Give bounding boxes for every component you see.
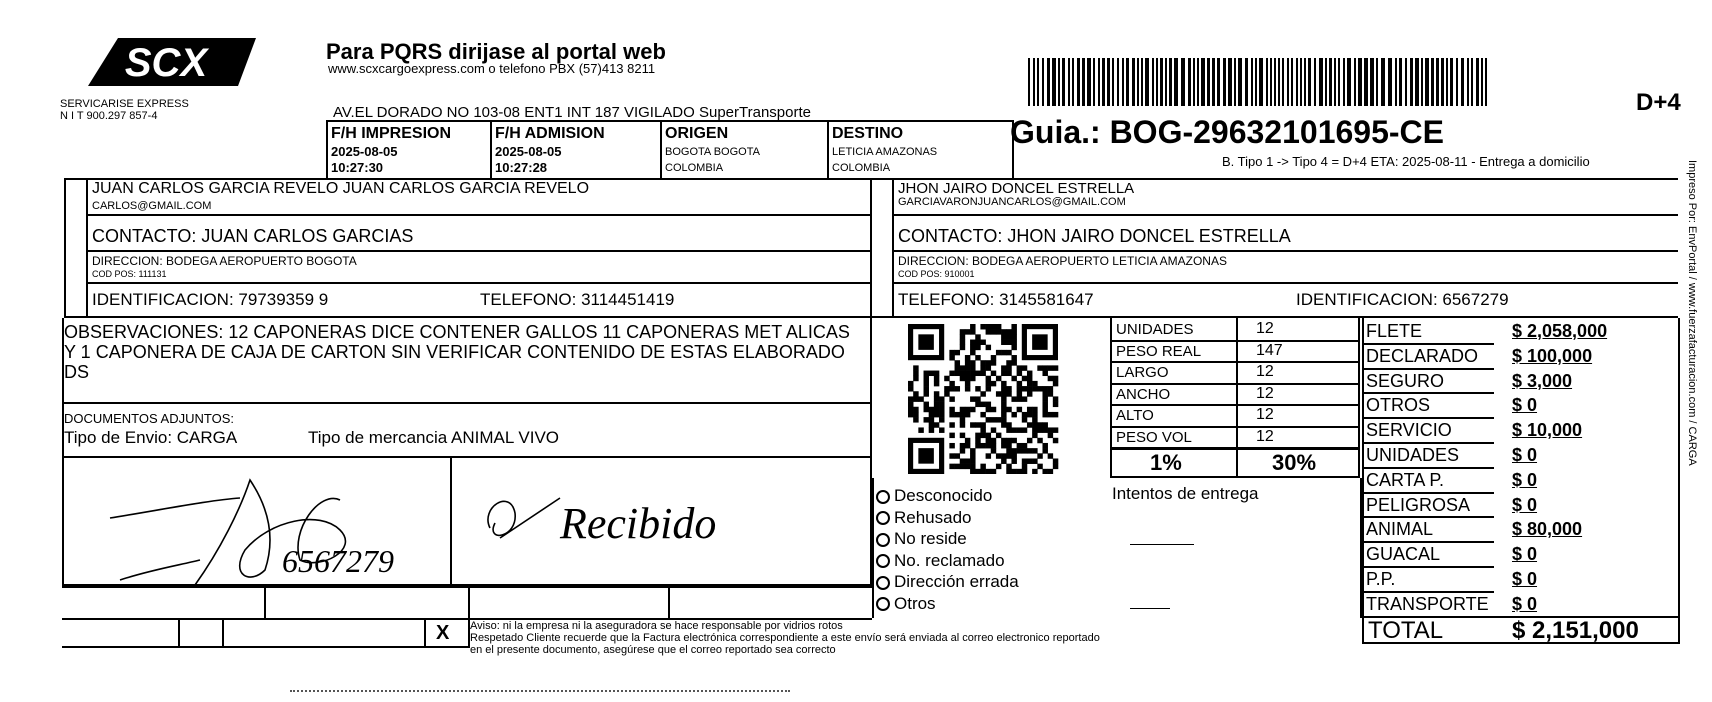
sender-postal: COD POS: 111131 <box>92 269 167 279</box>
documents-label: DOCUMENTOS ADJUNTOS: <box>64 411 234 426</box>
billing-label: FLETE <box>1366 321 1423 341</box>
origen-label: ORIGEN <box>665 125 729 142</box>
status-option[interactable] <box>876 594 936 614</box>
billing-label: GUACAL <box>1366 544 1441 565</box>
percent-right: 30% <box>1272 450 1317 475</box>
billing-value: $ 0 <box>1512 445 1538 465</box>
sender-address: DIRECCION: BODEGA AEROPUERTO BOGOTA <box>92 254 357 268</box>
measure-value: 12 <box>1256 384 1274 402</box>
billing-label: ANIMAL <box>1366 519 1434 540</box>
destino-country: COLOMBIA <box>832 162 891 174</box>
guide-number: Guia.: BOG-29632101695-CE <box>1010 114 1444 150</box>
measure-value: 12 <box>1256 406 1274 423</box>
barcode <box>1028 58 1488 106</box>
billing-value: $ 80,000 <box>1512 519 1583 540</box>
recipient-postal: COD POS: 910001 <box>898 269 975 279</box>
billing-value: $ 10,000 <box>1512 420 1583 441</box>
status-option[interactable] <box>876 551 1005 571</box>
radio-icon[interactable] <box>876 597 890 611</box>
billing-label: DECLARADO <box>1366 345 1479 366</box>
impresion-date: 2025-08-05 <box>331 144 398 159</box>
billing-label: P.P. <box>1366 569 1396 589</box>
sender-contact: CONTACTO: JUAN CARLOS GARCIAS <box>92 226 414 246</box>
impresion-label: F/H IMPRESION <box>331 125 452 142</box>
recipient-address: DIRECCION: BODEGA AEROPUERTO LETICIA AMAZONAS <box>898 254 1227 268</box>
billing-value: $ 0 <box>1512 469 1538 490</box>
sender-phone: TELEFONO: 3114451419 <box>480 290 675 309</box>
status-option-label: No reside <box>894 529 967 548</box>
admision-label: F/H ADMISION <box>495 125 605 142</box>
measure-value: 12 <box>1256 320 1274 337</box>
recipient-id: IDENTIFICACION: 6567279 <box>1296 290 1509 309</box>
measure-value: 12 <box>1256 427 1274 445</box>
percent-left: 1% <box>1150 450 1182 475</box>
guide-note: B. Tipo 1 -> Tipo 4 = D+4 ETA: 2025-08-11 - Entrega a domicilio <box>1222 154 1590 169</box>
billing-value: $ 100,000 <box>1512 345 1593 366</box>
company-name: SERVICARISE EXPRESS <box>60 98 189 110</box>
svg-text:Recibido: Recibido <box>560 499 717 548</box>
recipient-contact: CONTACTO: JHON JAIRO DONCEL ESTRELLA <box>898 226 1291 246</box>
status-option-label: Dirección errada <box>894 572 1019 591</box>
sender-signature <box>100 470 440 590</box>
status-option-label: No. reclamado <box>894 550 1005 570</box>
status-option[interactable] <box>876 508 972 528</box>
status-option-label: Desconocido <box>894 486 993 505</box>
sender-name: JUAN CARLOS GARCIA REVELO JUAN CARLOS GARCIA REVELO <box>92 180 590 197</box>
measure-label: PESO VOL <box>1116 428 1192 446</box>
radio-icon[interactable] <box>876 511 890 525</box>
notice-line-1: Aviso: ni la empresa ni la aseguradora se hace responsable por vidrios rotos <box>470 620 843 632</box>
recipient-email: GARCIAVARONJUANCARLOS@GMAIL.COM <box>898 196 1126 208</box>
mercancia-type: Tipo de mercancia ANIMAL VIVO <box>308 428 560 447</box>
billing-value: $ 0 <box>1512 593 1538 614</box>
measure-label: LARGO <box>1116 364 1169 381</box>
pqrs-contact: www.scxcargoexpress.com o telefono PBX (57)413 8211 <box>328 61 656 76</box>
status-option-label: Otros <box>894 593 936 613</box>
admision-date: 2025-08-05 <box>495 144 562 159</box>
measure-label: ANCHO <box>1116 385 1171 403</box>
company-nit: N I T 900.297 857-4 <box>60 110 158 122</box>
measure-label: UNIDADES <box>1116 321 1194 338</box>
billing-label: SEGURO <box>1366 370 1445 391</box>
billing-value: $ 2,058,000 <box>1512 321 1608 341</box>
billing-value: $ 0 <box>1512 544 1538 565</box>
total-value: $ 2,151,000 <box>1512 617 1639 644</box>
billing-label: SERVICIO <box>1366 420 1452 441</box>
admision-time: 10:27:28 <box>495 160 548 175</box>
measure-label: PESO REAL <box>1116 342 1202 360</box>
recipient-phone: TELEFONO: 3145581647 <box>898 290 1094 309</box>
recipient-name: JHON JAIRO DONCEL ESTRELLA <box>898 180 1135 197</box>
company-address: AV.EL DORADO NO 103-08 ENT1 INT 187 VIGILADO SuperTransporte <box>333 104 811 121</box>
origen-city: BOGOTA BOGOTA <box>665 146 760 158</box>
origen-country: COLOMBIA <box>665 162 724 174</box>
delivery-code: D+4 <box>1636 89 1681 116</box>
billing-value: $ 0 <box>1512 395 1538 416</box>
radio-icon[interactable] <box>876 533 890 547</box>
qr-code <box>908 324 1064 474</box>
impresion-time: 10:27:30 <box>331 160 384 175</box>
billing-value: $ 0 <box>1512 569 1538 589</box>
sender-id: IDENTIFICACION: 79739359 9 <box>92 290 329 309</box>
status-option-label: Rehusado <box>894 507 972 527</box>
billing-value: $ 0 <box>1512 494 1538 515</box>
status-option[interactable] <box>876 529 967 549</box>
billing-label: OTROS <box>1366 395 1431 416</box>
measure-label: ALTO <box>1116 407 1154 424</box>
notice-line-2: Respetado Cliente recuerde que la Factura electrónica correspondiente a este envío será enviada al correo electronico reportado <box>470 632 1100 644</box>
total-label: TOTAL <box>1368 617 1444 644</box>
status-option[interactable] <box>876 572 1019 592</box>
billing-label: PELIGROSA <box>1366 494 1471 515</box>
scx-logo-mark <box>88 36 258 90</box>
company-logo <box>88 36 258 90</box>
sender-email: CARLOS@GMAIL.COM <box>92 200 212 212</box>
destino-label: DESTINO <box>832 125 904 142</box>
billing-label: TRANSPORTE <box>1366 593 1489 614</box>
billing-label: CARTA P. <box>1366 469 1445 490</box>
billing-label: UNIDADES <box>1366 445 1460 465</box>
side-printed-by: Impreso Por: EnvPortal / www.fuerzafacturacion.com / CARGA <box>1686 160 1698 466</box>
radio-icon[interactable] <box>876 554 890 568</box>
observations-text: OBSERVACIONES: 12 CAPONERAS DICE CONTENER GALLOS 11 CAPONERAS MET ALICAS Y 1 CAPONERA DE CAJA DE CARTON SIN VERIFICAR CONTENIDO DE ESTAS ELABORADO DS <box>64 322 850 382</box>
x-mark: X <box>436 622 450 644</box>
radio-icon[interactable] <box>876 576 890 590</box>
svg-text:6567279: 6567279 <box>282 543 394 579</box>
measure-value: 12 <box>1256 363 1274 380</box>
notice-line-3: en el presente documento, asegúrese que el correo reportado sea correcto <box>470 644 836 656</box>
measure-value: 147 <box>1256 341 1283 359</box>
recipient-signature <box>470 468 860 568</box>
radio-icon[interactable] <box>876 490 890 504</box>
attempts-label: Intentos de entrega <box>1112 484 1259 503</box>
status-option[interactable] <box>876 486 992 506</box>
destino-city: LETICIA AMAZONAS <box>832 146 938 158</box>
svg-text:SCX: SCX <box>124 41 208 85</box>
envio-type: Tipo de Envio: CARGA <box>64 428 238 447</box>
pqrs-title: Para PQRS dirijase al portal web <box>326 39 666 64</box>
billing-value: $ 3,000 <box>1512 370 1573 391</box>
